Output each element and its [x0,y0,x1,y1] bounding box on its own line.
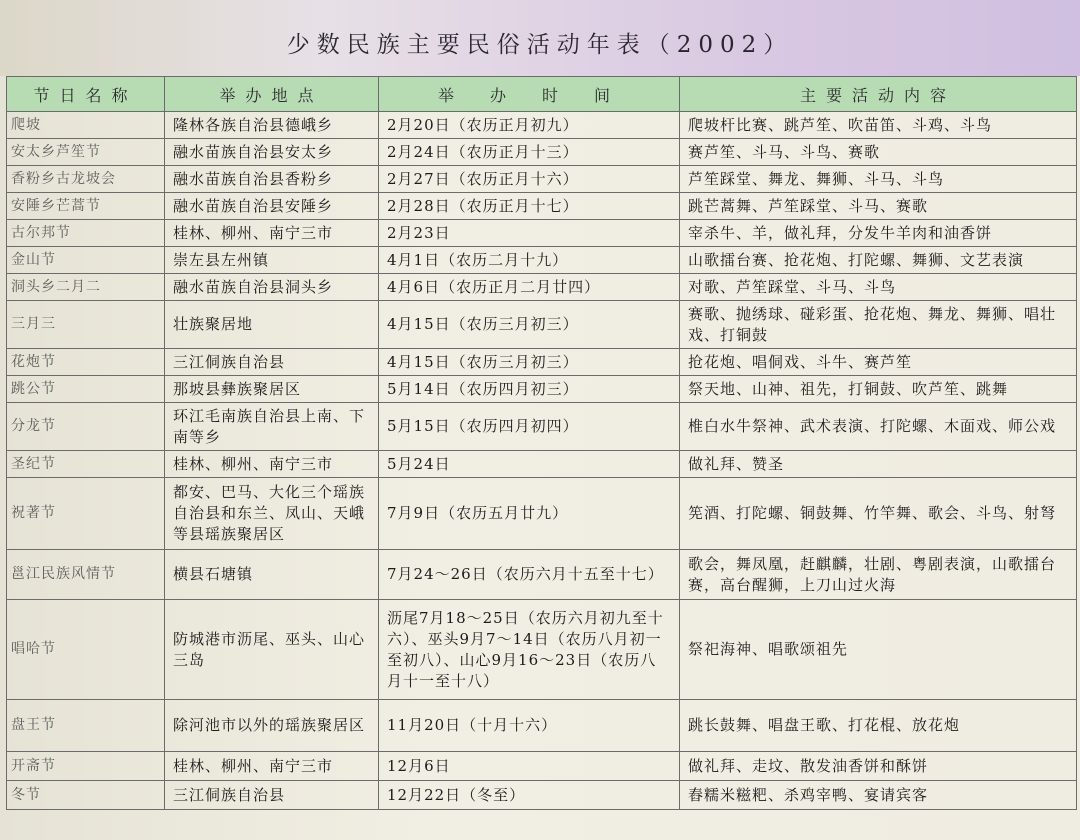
festival-time: 4月15日（农历三月初三） [379,349,680,376]
festival-location: 融水苗族自治县香粉乡 [165,166,379,193]
festival-name: 金山节 [7,247,165,274]
festival-name: 祝著节 [7,478,165,550]
festival-location: 壮族聚居地 [165,301,379,349]
festival-time: 沥尾7月18～25日（农历六月初九至十六）、巫头9月7～14日（农历八月初一至初八）、山心9月16～23日（农历八月十一至十八） [379,600,680,700]
table-row [7,376,1077,403]
table-row [7,550,1077,600]
festival-activities: 舂糯米糍粑、杀鸡宰鸭、宴请宾客 [680,781,1077,810]
table-title: 少数民族主要民俗活动年表（2002） [286,32,794,58]
festival-activities: 宰杀牛、羊，做礼拜，分发牛羊肉和油香饼 [680,220,1077,247]
festival-activities: 做礼拜、走坟、散发油香饼和酥饼 [680,752,1077,781]
festival-activities: 跳芒蒿舞、芦笙踩堂、斗马、赛歌 [680,193,1077,220]
festival-time: 4月1日（农历二月十九） [379,247,680,274]
festival-activities: 椎白水牛祭神、武术表演、打陀螺、木面戏、师公戏 [680,403,1077,451]
festival-name: 香粉乡古龙坡会 [7,166,165,193]
festival-location: 融水苗族自治县安太乡 [165,139,379,166]
header-time: 举 办 时 间 [379,77,680,112]
festival-location: 防城港市沥尾、巫头、山心三岛 [165,600,379,700]
festival-time: 4月15日（农历三月初三） [379,301,680,349]
festival-location: 除河池市以外的瑶族聚居区 [165,700,379,752]
table-row [7,600,1077,700]
table-row [7,451,1077,478]
table-row [7,274,1077,301]
header-location: 举办地点 [165,77,379,112]
festival-activities: 筅酒、打陀螺、铜鼓舞、竹竿舞、歌会、斗鸟、射弩 [680,478,1077,550]
festival-location: 隆林各族自治县德峨乡 [165,112,379,139]
festival-name: 开斋节 [7,752,165,781]
festival-name: 三月三 [7,301,165,349]
table-row [7,139,1077,166]
table-row [7,301,1077,349]
festival-time: 7月9日（农历五月廿九） [379,478,680,550]
festival-name: 盘王节 [7,700,165,752]
festival-time: 4月6日（农历正月二月廿四） [379,274,680,301]
festival-name: 古尔邦节 [7,220,165,247]
festival-name: 安陲乡芒蒿节 [7,193,165,220]
festival-activities: 赛芦笙、斗马、斗鸟、赛歌 [680,139,1077,166]
festival-time: 5月24日 [379,451,680,478]
festival-location: 桂林、柳州、南宁三市 [165,220,379,247]
table-row [7,752,1077,781]
festival-activities: 跳长鼓舞、唱盘王歌、打花棍、放花炮 [680,700,1077,752]
festival-name: 跳公节 [7,376,165,403]
festival-name: 花炮节 [7,349,165,376]
header-activities: 主要活动内容 [680,77,1077,112]
festival-time: 12月6日 [379,752,680,781]
festival-name: 安太乡芦笙节 [7,139,165,166]
festival-name: 洞头乡二月二 [7,274,165,301]
festival-activities: 赛歌、抛绣球、碰彩蛋、抢花炮、舞龙、舞狮、唱壮戏、打铜鼓 [680,301,1077,349]
festival-time: 2月27日（农历正月十六） [379,166,680,193]
festival-location: 融水苗族自治县洞头乡 [165,274,379,301]
festival-activities: 山歌擂台赛、抢花炮、打陀螺、舞狮、文艺表演 [680,247,1077,274]
festival-name: 圣纪节 [7,451,165,478]
festival-activities: 祭祀海神、唱歌颂祖先 [680,600,1077,700]
table-row [7,193,1077,220]
festival-time: 7月24～26日（农历六月十五至十七） [379,550,680,600]
festival-activities: 对歌、芦笙踩堂、斗马、斗鸟 [680,274,1077,301]
festival-time: 2月24日（农历正月十三） [379,139,680,166]
festival-name: 邕江民族风情节 [7,550,165,600]
festival-location: 桂林、柳州、南宁三市 [165,752,379,781]
festival-activities: 歌会，舞凤凰，赶麒麟，壮剧、粤剧表演，山歌擂台赛，高台醒狮，上刀山过火海 [680,550,1077,600]
table-row [7,700,1077,752]
table-row [7,478,1077,550]
table-row [7,403,1077,451]
table-row [7,247,1077,274]
table-row [7,781,1077,810]
festival-activities: 芦笙踩堂、舞龙、舞狮、斗马、斗鸟 [680,166,1077,193]
table-row [7,349,1077,376]
festival-name: 爬坡 [7,112,165,139]
festival-time: 5月14日（农历四月初三） [379,376,680,403]
festival-time: 5月15日（农历四月初四） [379,403,680,451]
festival-table [6,76,1077,810]
festival-name: 冬节 [7,781,165,810]
festival-activities: 爬坡杆比赛、跳芦笙、吹苗笛、斗鸡、斗鸟 [680,112,1077,139]
festival-time: 2月28日（农历正月十七） [379,193,680,220]
festival-location: 桂林、柳州、南宁三市 [165,451,379,478]
festival-location: 那坡县彝族聚居区 [165,376,379,403]
table-row [7,220,1077,247]
festival-time: 2月23日 [379,220,680,247]
header-festival-name: 节日名称 [7,77,165,112]
festival-activities: 抢花炮、唱侗戏、斗牛、赛芦笙 [680,349,1077,376]
festival-location: 横县石塘镇 [165,550,379,600]
table-row [7,166,1077,193]
festival-name: 分龙节 [7,403,165,451]
festival-location: 三江侗族自治县 [165,349,379,376]
festival-location: 都安、巴马、大化三个瑶族自治县和东兰、凤山、天峨等县瑶族聚居区 [165,478,379,550]
festival-location: 崇左县左州镇 [165,247,379,274]
festival-time: 11月20日（十月十六） [379,700,680,752]
festival-name: 唱哈节 [7,600,165,700]
festival-location: 环江毛南族自治县上南、下南等乡 [165,403,379,451]
festival-location: 融水苗族自治县安陲乡 [165,193,379,220]
festival-time: 12月22日（冬至） [379,781,680,810]
festival-location: 三江侗族自治县 [165,781,379,810]
festival-activities: 做礼拜、赞圣 [680,451,1077,478]
festival-time: 2月20日（农历正月初九） [379,112,680,139]
header-row [7,77,1077,112]
table-row [7,112,1077,139]
festival-activities: 祭天地、山神、祖先，打铜鼓、吹芦笙、跳舞 [680,376,1077,403]
